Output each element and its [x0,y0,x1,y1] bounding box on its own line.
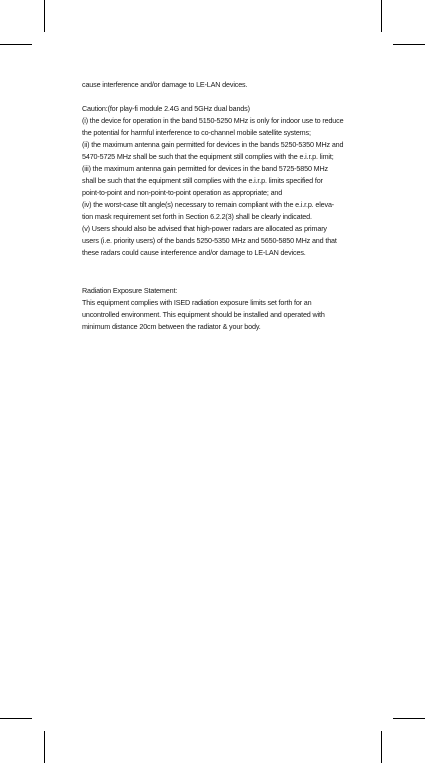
radiation-heading: Radiation Exposure Statement: [82,286,178,295]
caution-heading: Caution:(for play-fi module 2.4G and 5GHz dual bands) [82,104,250,113]
radiation-section [82,285,352,333]
text-line: tion mask requirement set forth in Section 6.2.2(3) shall be clearly indicated. [82,212,312,221]
crop-mark-bottom-right-vertical [381,731,382,763]
text-line: (v) Users should also be advised that high-power radars are allocated as primary [82,224,327,233]
crop-mark-top-right-vertical [381,0,382,32]
text-line: (ii) the maximum antenna gain permitted for devices in the bands 5250-5350 MHz and [82,140,344,149]
text-line: This equipment complies with ISED radiation exposure limits set forth for an [82,298,312,307]
text-line: point-to-point and non-point-to-point operation as appropriate; and [82,188,283,197]
crop-mark-top-left-horizontal [0,44,32,45]
crop-mark-top-left-vertical [44,0,45,32]
text-line: 5470-5725 MHz shall be such that the equipment still complies with the e.i.r.p. limit; [82,152,334,161]
paragraph-spacer [82,91,352,103]
text-line: minimum distance 20cm between the radiator & your body. [82,322,261,331]
text-line: (iii) the maximum antenna gain permitted for devices in the band 5725-5850 MHz [82,164,328,173]
text-line: uncontrolled environment. This equipment should be installed and operated with [82,310,325,319]
text-line: (i) the device for operation in the band 5150-5250 MHz is only for indoor use to reduce [82,116,344,125]
crop-mark-top-right-horizontal [393,44,425,45]
crop-mark-bottom-right-horizontal [393,718,425,719]
crop-mark-bottom-left-vertical [44,731,45,763]
text-line: shall be such that the equipment still complies with the e.i.r.p. limits specified for [82,176,323,185]
text-line: users (i.e. priority users) of the bands 5250-5350 MHz and 5650-5850 MHz and that [82,236,337,245]
crop-mark-bottom-left-horizontal [0,718,32,719]
document-body [82,79,352,333]
intro-paragraph [82,79,352,91]
text-line: these radars could cause interference and/or damage to LE-LAN devices. [82,248,306,257]
text-line: the potential for harmful interference to co-channel mobile satellite systems; [82,128,311,137]
text-line: (iv) the worst-case tilt angle(s) necessary to remain compliant with the e.i.r.p. eleva- [82,200,335,209]
caution-section [82,103,352,259]
paragraph-spacer [82,259,352,285]
text-line: cause interference and/or damage to LE-LAN devices. [82,80,248,89]
